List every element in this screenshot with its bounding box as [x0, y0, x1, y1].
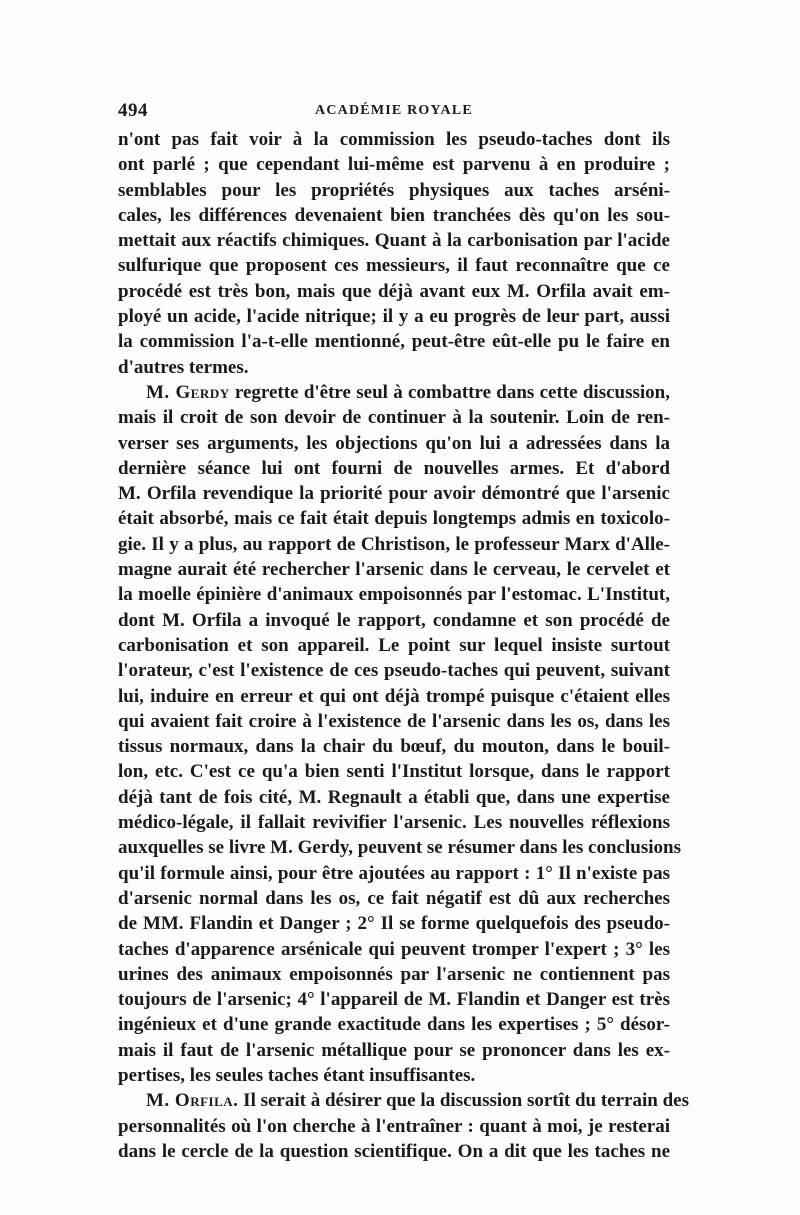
running-title: ACADÉMIE ROYALE [315, 103, 473, 118]
body-text [118, 127, 689, 1164]
text-line: dernière séance lui ont fourni de nouvelles armes. Et d'abord [118, 457, 670, 479]
text-line: la commission l'a-t-elle mentionné, peut-être eût-elle pu le faire en [118, 331, 670, 353]
text-line: gie. Il y a plus, au rapport de Christison, le professeur Marx d'Alle- [118, 533, 670, 555]
text-line: urines des animaux empoisonnés par l'arsenic ne contiennent pas [118, 963, 670, 985]
text-line: auxquelles se livre M. Gerdy, peuvent se résumer dans les conclusions [118, 837, 681, 859]
text-line: ont parlé ; que cependant lui-même est parvenu à en produire ; [118, 154, 670, 176]
text-line: carbonisation et son appareil. Le point sur lequel insiste surtout [118, 634, 670, 656]
text-line: toujours de l'arsenic; 4° l'appareil de M. Flandin et Danger est très [118, 989, 670, 1011]
text-line: n'ont pas fait voir à la commission les pseudo-taches dont ils [118, 129, 670, 150]
text-line: dont M. Orfila a invoqué le rapport, condamne et son procédé de [118, 609, 670, 631]
text-line: mais il faut de l'arsenic métallique pour se prononcer dans les ex- [118, 1039, 670, 1061]
speaker-name: M. Gerdy [146, 381, 230, 403]
text-line: ployé un acide, l'acide nitrique; il y a eu progrès de leur part, aussi [118, 306, 670, 328]
text-line: d'arsenic normal dans les os, ce fait négatif est dû aux recherches [118, 887, 670, 909]
speaker-name: M. Orfila. [146, 1090, 239, 1112]
text-line: médico-légale, il fallait revivifier l'arsenic. Les nouvelles réflexions [118, 812, 670, 834]
text-line: de MM. Flandin et Danger ; 2° Il se forme quelquefois des pseudo- [118, 913, 670, 935]
text-line: semblables pour les propriétés physiques aux taches arséni- [118, 179, 670, 201]
text-line: l'orateur, c'est l'existence de ces pseudo-taches qui peuvent, suivant [118, 660, 670, 682]
text-line: lon, etc. C'est ce qu'a bien senti l'Institut lorsque, dans le rapport [118, 761, 670, 783]
text-line: pertises, les seules taches étant insuffisantes. [118, 1064, 476, 1086]
text-line: dans le cercle de la question scientifique. On a dit que les taches ne [118, 1140, 670, 1162]
text-line: taches d'apparence arsénicale qui peuvent tromper l'expert ; 3° les [118, 938, 670, 960]
text-line: procédé est très bon, mais que déjà avant eux M. Orfila avait em- [118, 280, 670, 302]
text-line: magne aurait été rechercher l'arsenic dans le cerveau, le cervelet et [118, 559, 670, 581]
text-line: ingénieux et d'une grande exactitude dans les expertises ; 5° désor- [118, 1014, 670, 1036]
text-line: sulfurique que proposent ces messieurs, il faut reconnaître que ce [118, 255, 670, 277]
text-line: mettait aux réactifs chimiques. Quant à la carbonisation par l'acide [118, 230, 670, 252]
text-line: M. Orfila revendique la priorité pour avoir démontré que l'arsenic [118, 483, 670, 505]
text-line: déjà tant de fois cité, M. Regnault a établi que, dans une expertise [118, 786, 670, 808]
text-line: verser ses arguments, les objections qu'on lui a adressées dans la [118, 432, 670, 454]
text-line: la moelle épinière d'animaux empoisonnés par l'estomac. L'Institut, [118, 584, 670, 606]
text-line: tissus normaux, dans la chair du bœuf, du mouton, dans le bouil- [118, 736, 670, 758]
paragraph-start-line: M. Gerdy regrette d'être seul à combattre dans cette discussion, [146, 381, 670, 403]
running-head [118, 100, 670, 124]
paragraph-start-line: M. Orfila. Il serait à désirer que la discussion sortît du terrain des [146, 1090, 689, 1112]
text-line: d'autres termes. [118, 356, 249, 378]
text-line: mais il croit de son devoir de continuer à la soutenir. Loin de ren- [118, 407, 670, 429]
text-line: qui avaient fait croire à l'existence de l'arsenic dans les os, dans les [118, 710, 670, 732]
text-line: personnalités où l'on cherche à l'entraîner : quant à moi, je resterai [118, 1115, 670, 1137]
text-line: cales, les différences devenaient bien tranchées dès qu'on les sou- [118, 204, 670, 226]
text-line: était absorbé, mais ce fait était depuis longtemps admis en toxicolo- [118, 508, 670, 530]
text-line: lui, induire en erreur et qui ont déjà trompé puisque c'étaient elles [118, 685, 670, 707]
page-number: 494 [118, 100, 148, 121]
text-line: qu'il formule ainsi, pour être ajoutées au rapport : 1° Il n'existe pas [118, 862, 670, 884]
